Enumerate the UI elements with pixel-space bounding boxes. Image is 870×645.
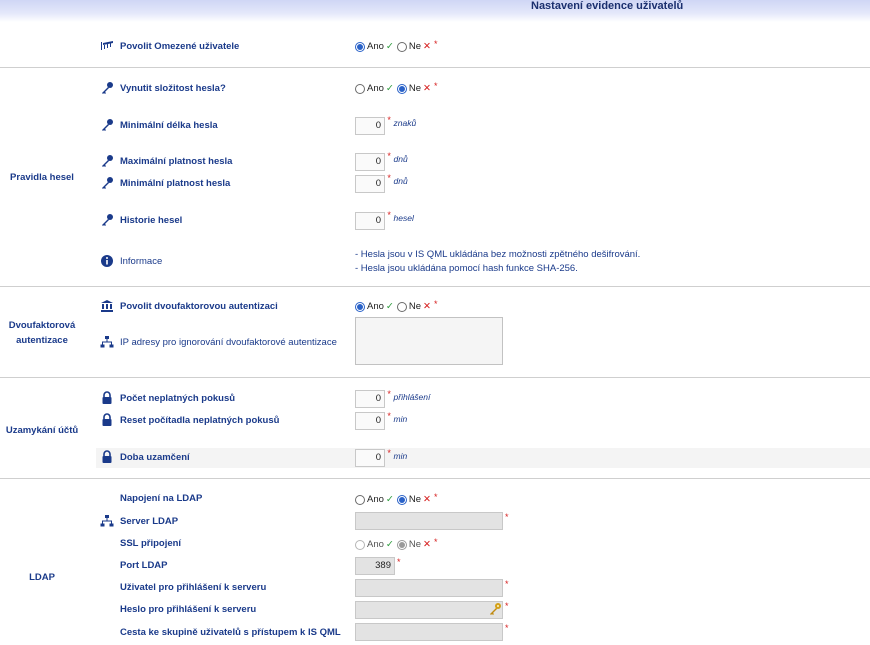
cross-icon: ✕ [423,83,431,94]
section-twofactor-line: autentizace [16,335,68,346]
lock-icon [99,450,115,464]
required-marker: * [434,536,438,547]
min-length-label: Minimální délka hesla [120,120,218,131]
twofactor-yes-radio[interactable] [355,302,365,312]
section-twofactor-line: Dvoufaktorová [8,320,76,331]
limited-users-no-radio[interactable] [397,42,407,52]
yes-label: Ano [367,301,384,312]
reset-input[interactable]: 0 [355,412,385,430]
required-marker: * [397,557,401,567]
required-marker: * [505,579,509,589]
limited-users-radio-group [355,38,438,52]
page-title: Nastavení evidence uživatelů [531,0,684,12]
ldap-connect-radio-group [355,491,438,505]
no-label: Ne [408,539,422,550]
no-label: Ne [408,494,422,505]
check-icon: ✓ [385,301,394,312]
section-ldap: LDAP [29,572,55,583]
unit-text: min [393,451,408,461]
min-validity-input[interactable]: 0 [355,175,385,193]
min-length-input[interactable]: 0 [355,117,385,135]
key-icon [99,154,115,168]
twofactor-no-radio[interactable] [397,302,407,312]
check-icon: ✓ [385,494,394,505]
required-marker: * [434,80,438,91]
required-marker: * [434,491,438,502]
ldap-connect-yes-radio[interactable] [355,495,365,505]
divider [0,67,870,68]
required-marker: * [387,389,391,399]
no-label: Ne [408,301,422,312]
required-marker: * [505,623,509,633]
duration-label: Doba uzamčení [120,452,190,463]
complexity-no-radio[interactable] [397,84,407,94]
id-card-icon [99,39,115,53]
ldap-ssl-radio-group [355,536,438,550]
required-marker: * [434,298,438,309]
required-marker: * [505,601,509,611]
lock-icon [99,413,115,427]
divider [0,377,870,378]
twofactor-enable-label: Povolit dvoufaktorovou autentizaci [120,301,278,312]
ldap-password-label: Heslo pro přihlášení k serveru [120,604,257,615]
ldap-server-label: Server LDAP [120,516,179,527]
info-line: - Hesla jsou ukládána pomocí hash funkce SHA-256. [355,263,578,274]
required-marker: * [505,512,509,522]
ldap-user-input[interactable] [355,579,503,597]
limited-users-yes-radio[interactable] [355,42,365,52]
check-icon: ✓ [385,41,394,52]
reset-label: Reset počítadla neplatných pokusů [120,415,280,426]
no-label: Ne [408,41,422,52]
ldap-connect-label: Napojení na LDAP [120,493,203,504]
info-icon [99,254,115,268]
unit-text: přihlášení [393,392,431,402]
info-line: - Hesla jsou v IS QML ukládána bez možnosti zpětného dešifrování. [355,249,641,260]
ldap-ssl-yes-radio[interactable] [355,540,365,550]
cross-icon: ✕ [423,494,431,505]
yes-label: Ano [367,83,384,94]
ldap-ssl-no-radio[interactable] [397,540,407,550]
ldap-port-input[interactable]: 389 [355,557,395,575]
min-validity-label: Minimální platnost hesla [120,178,231,189]
min-length-unit [387,115,417,128]
attempts-unit [387,389,431,402]
ldap-group-path-input[interactable] [355,623,503,641]
attempts-label: Počet neplatných pokusů [120,393,236,404]
key-icon [99,118,115,132]
ldap-user-label: Uživatel pro přihlášení k serveru [120,582,267,593]
unit-text: dnů [393,154,408,164]
history-label: Historie hesel [120,215,183,226]
min-validity-unit [387,173,408,186]
no-label: Ne [408,83,422,94]
divider [0,286,870,287]
ldap-ssl-label: SSL připojení [120,538,182,549]
yes-label: Ano [367,494,384,505]
bank-icon [99,299,115,313]
required-marker: * [387,448,391,458]
section-passwords: Pravidla hesel [10,172,74,183]
ldap-server-input[interactable] [355,512,503,530]
key-icon [99,213,115,227]
row-highlight [96,448,870,468]
ldap-password-input[interactable] [355,601,503,619]
complexity-label: Vynutit složitost hesla? [120,83,226,94]
twofactor-radio-group [355,298,438,312]
key-icon [99,176,115,190]
complexity-yes-radio[interactable] [355,84,365,94]
ldap-connect-no-radio[interactable] [397,495,407,505]
duration-input[interactable]: 0 [355,449,385,467]
required-marker: * [434,38,438,49]
max-validity-label: Maximální platnost hesla [120,156,233,167]
max-validity-input[interactable]: 0 [355,153,385,171]
required-marker: * [387,115,391,125]
unit-text: dnů [393,176,408,186]
ldap-port-label: Port LDAP [120,560,168,571]
page-header [0,0,870,22]
limited-users-label: Povolit Omezené uživatele [120,41,240,52]
required-marker: * [387,173,391,183]
ldap-group-path-label: Cesta ke skupině uživatelů s přístupem k IS QML [120,627,341,638]
info-text [355,248,640,276]
network-icon [99,335,115,349]
required-marker: * [387,411,391,421]
section-lock: Uzamykání účtů [5,425,79,436]
check-icon: ✓ [385,539,394,550]
unit-text: hesel [393,213,414,223]
cross-icon: ✕ [423,539,431,550]
attempts-input[interactable]: 0 [355,390,385,408]
cross-icon: ✕ [423,41,431,52]
ip-textarea[interactable] [355,317,503,365]
section-twofactor [0,318,84,348]
max-validity-unit [387,151,408,164]
cross-icon: ✕ [423,301,431,312]
check-icon: ✓ [385,83,394,94]
key-icon [99,81,115,95]
required-marker: * [387,151,391,161]
history-input[interactable]: 0 [355,212,385,230]
yes-label: Ano [367,41,384,52]
history-unit [387,210,414,223]
yes-label: Ano [367,539,384,550]
unit-text: min [393,414,408,424]
required-marker: * [387,210,391,220]
reset-unit [387,411,408,424]
divider [0,478,870,479]
lock-icon [99,391,115,405]
ip-label: IP adresy pro ignorování dvoufaktorové autentizace [120,337,337,348]
info-label: Informace [120,256,163,267]
complexity-radio-group [355,80,438,94]
network-icon [99,514,115,528]
duration-unit [387,448,408,461]
key-icon[interactable] [488,602,502,616]
unit-text: znaků [393,118,417,128]
